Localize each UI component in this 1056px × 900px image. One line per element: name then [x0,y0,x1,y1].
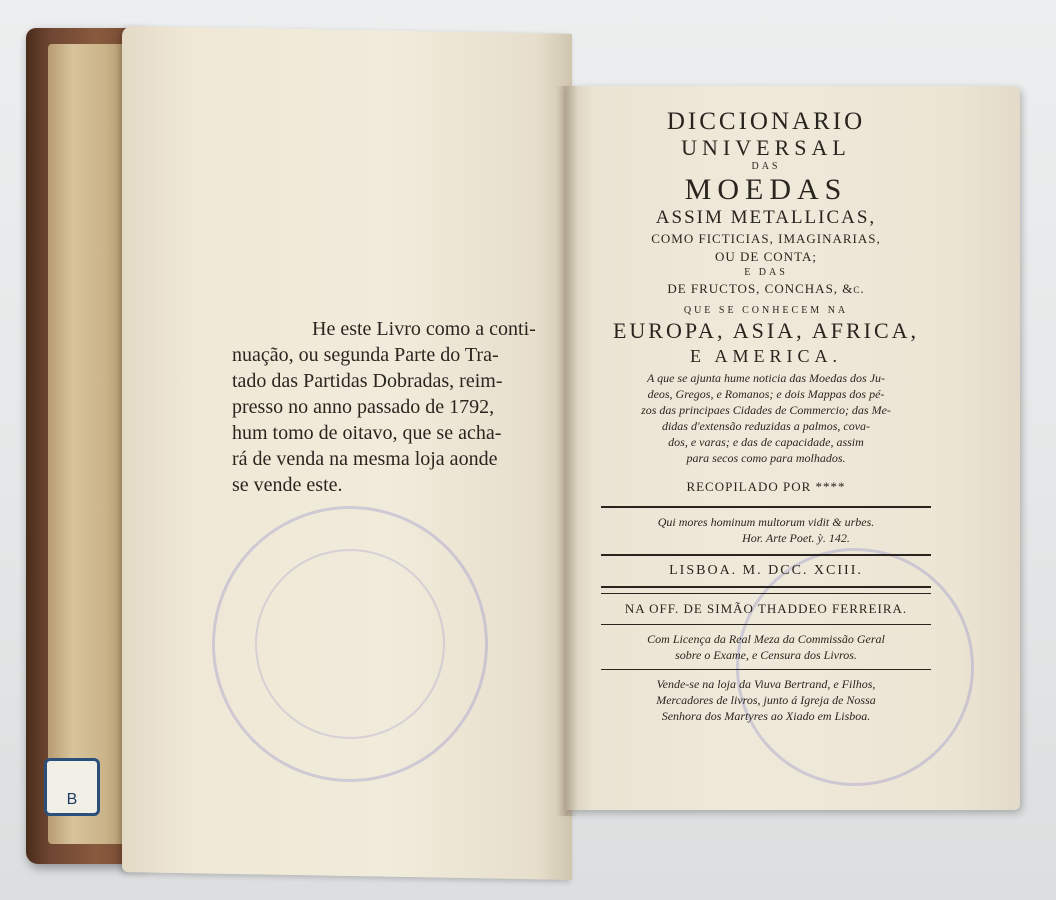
sale-line: Vende-se na loja da Viuva Bertrand, e Filhos, [656,677,876,691]
left-page-text [232,316,572,498]
left-line: nuação, ou segunda Parte do Tra- [232,344,499,366]
left-line: rá de venda na mesma loja aonde [232,448,498,470]
divider [601,586,931,594]
title-line: EUROPA, ASIA, AFRICA, [612,318,920,343]
title-line: DE FRUCTOS, CONCHAS, &c. [667,281,865,296]
title-line: COMO FICTICIAS, IMAGINARIAS, [651,231,881,246]
title-line: ASSIM METALLICAS, [655,207,877,228]
title-line: DAS [751,161,781,172]
spine-label [44,758,100,816]
desc-line: deos, Gregos, e Romanos; e dois Mappas dos pé- [647,387,885,401]
desc-line: didas d'extensão reduzidas a palmos, cova- [661,419,871,433]
endpaper [48,44,132,844]
desc-line: A que se ajunta hume noticia das Moedas dos Ju- [646,371,886,385]
library-stamp-left [212,506,488,782]
left-line: tado das Partidas Dobradas, reim- [232,370,503,392]
title-page [586,108,946,724]
desc-line: para secos como para molhados. [686,451,846,465]
title-line: QUE SE CONHECEM NA [683,305,849,316]
sale-line: Mercadores de livros, junto á Igreja de Nossa [656,693,876,707]
title-line: DICCIONARIO [666,108,866,135]
divider [601,506,931,508]
sale-line: Senhora dos Martyres ao Xiado em Lisboa. [661,709,871,723]
title-line: MOEDAS [684,173,848,206]
title-line: E DAS [744,267,788,278]
divider [601,669,931,670]
left-line: He este Livro como a conti- [312,318,536,340]
spine-label-text: B [66,791,78,808]
description [586,370,946,466]
compiler-line: RECOPILADO POR **** [686,479,846,494]
license-line: sobre o Exame, e Censura dos Livros. [675,648,857,662]
left-line: hum tomo de oitavo, que se acha- [232,422,502,444]
title-line: UNIVERSAL [681,135,851,160]
epigraph-line: Qui mores hominum multorum vidit & urbes. [657,515,875,529]
title-line: OU DE CONTA; [715,249,817,264]
epigraph-line: Hor. Arte Poet. ỳ. 142. [742,531,850,545]
license-line: Com Licença da Real Meza da Commissão Geral [647,632,885,646]
imprint-place-date: LISBOA. M. DCC. XCIII. [669,563,863,578]
left-line: presso no anno passado de 1792, [232,396,495,418]
desc-line: dos, e varas; e das de capacidade, assim [668,435,864,449]
book-gutter [556,86,578,816]
divider [601,624,931,625]
printer-line: NA OFF. DE SIMÃO THADDEO FERREIRA. [624,601,908,616]
divider [601,554,931,556]
desc-line: zos das principaes Cidades de Commercio; das Me- [641,403,891,417]
title-line: E AMERICA. [689,346,842,366]
left-line: se vende este. [232,474,343,496]
